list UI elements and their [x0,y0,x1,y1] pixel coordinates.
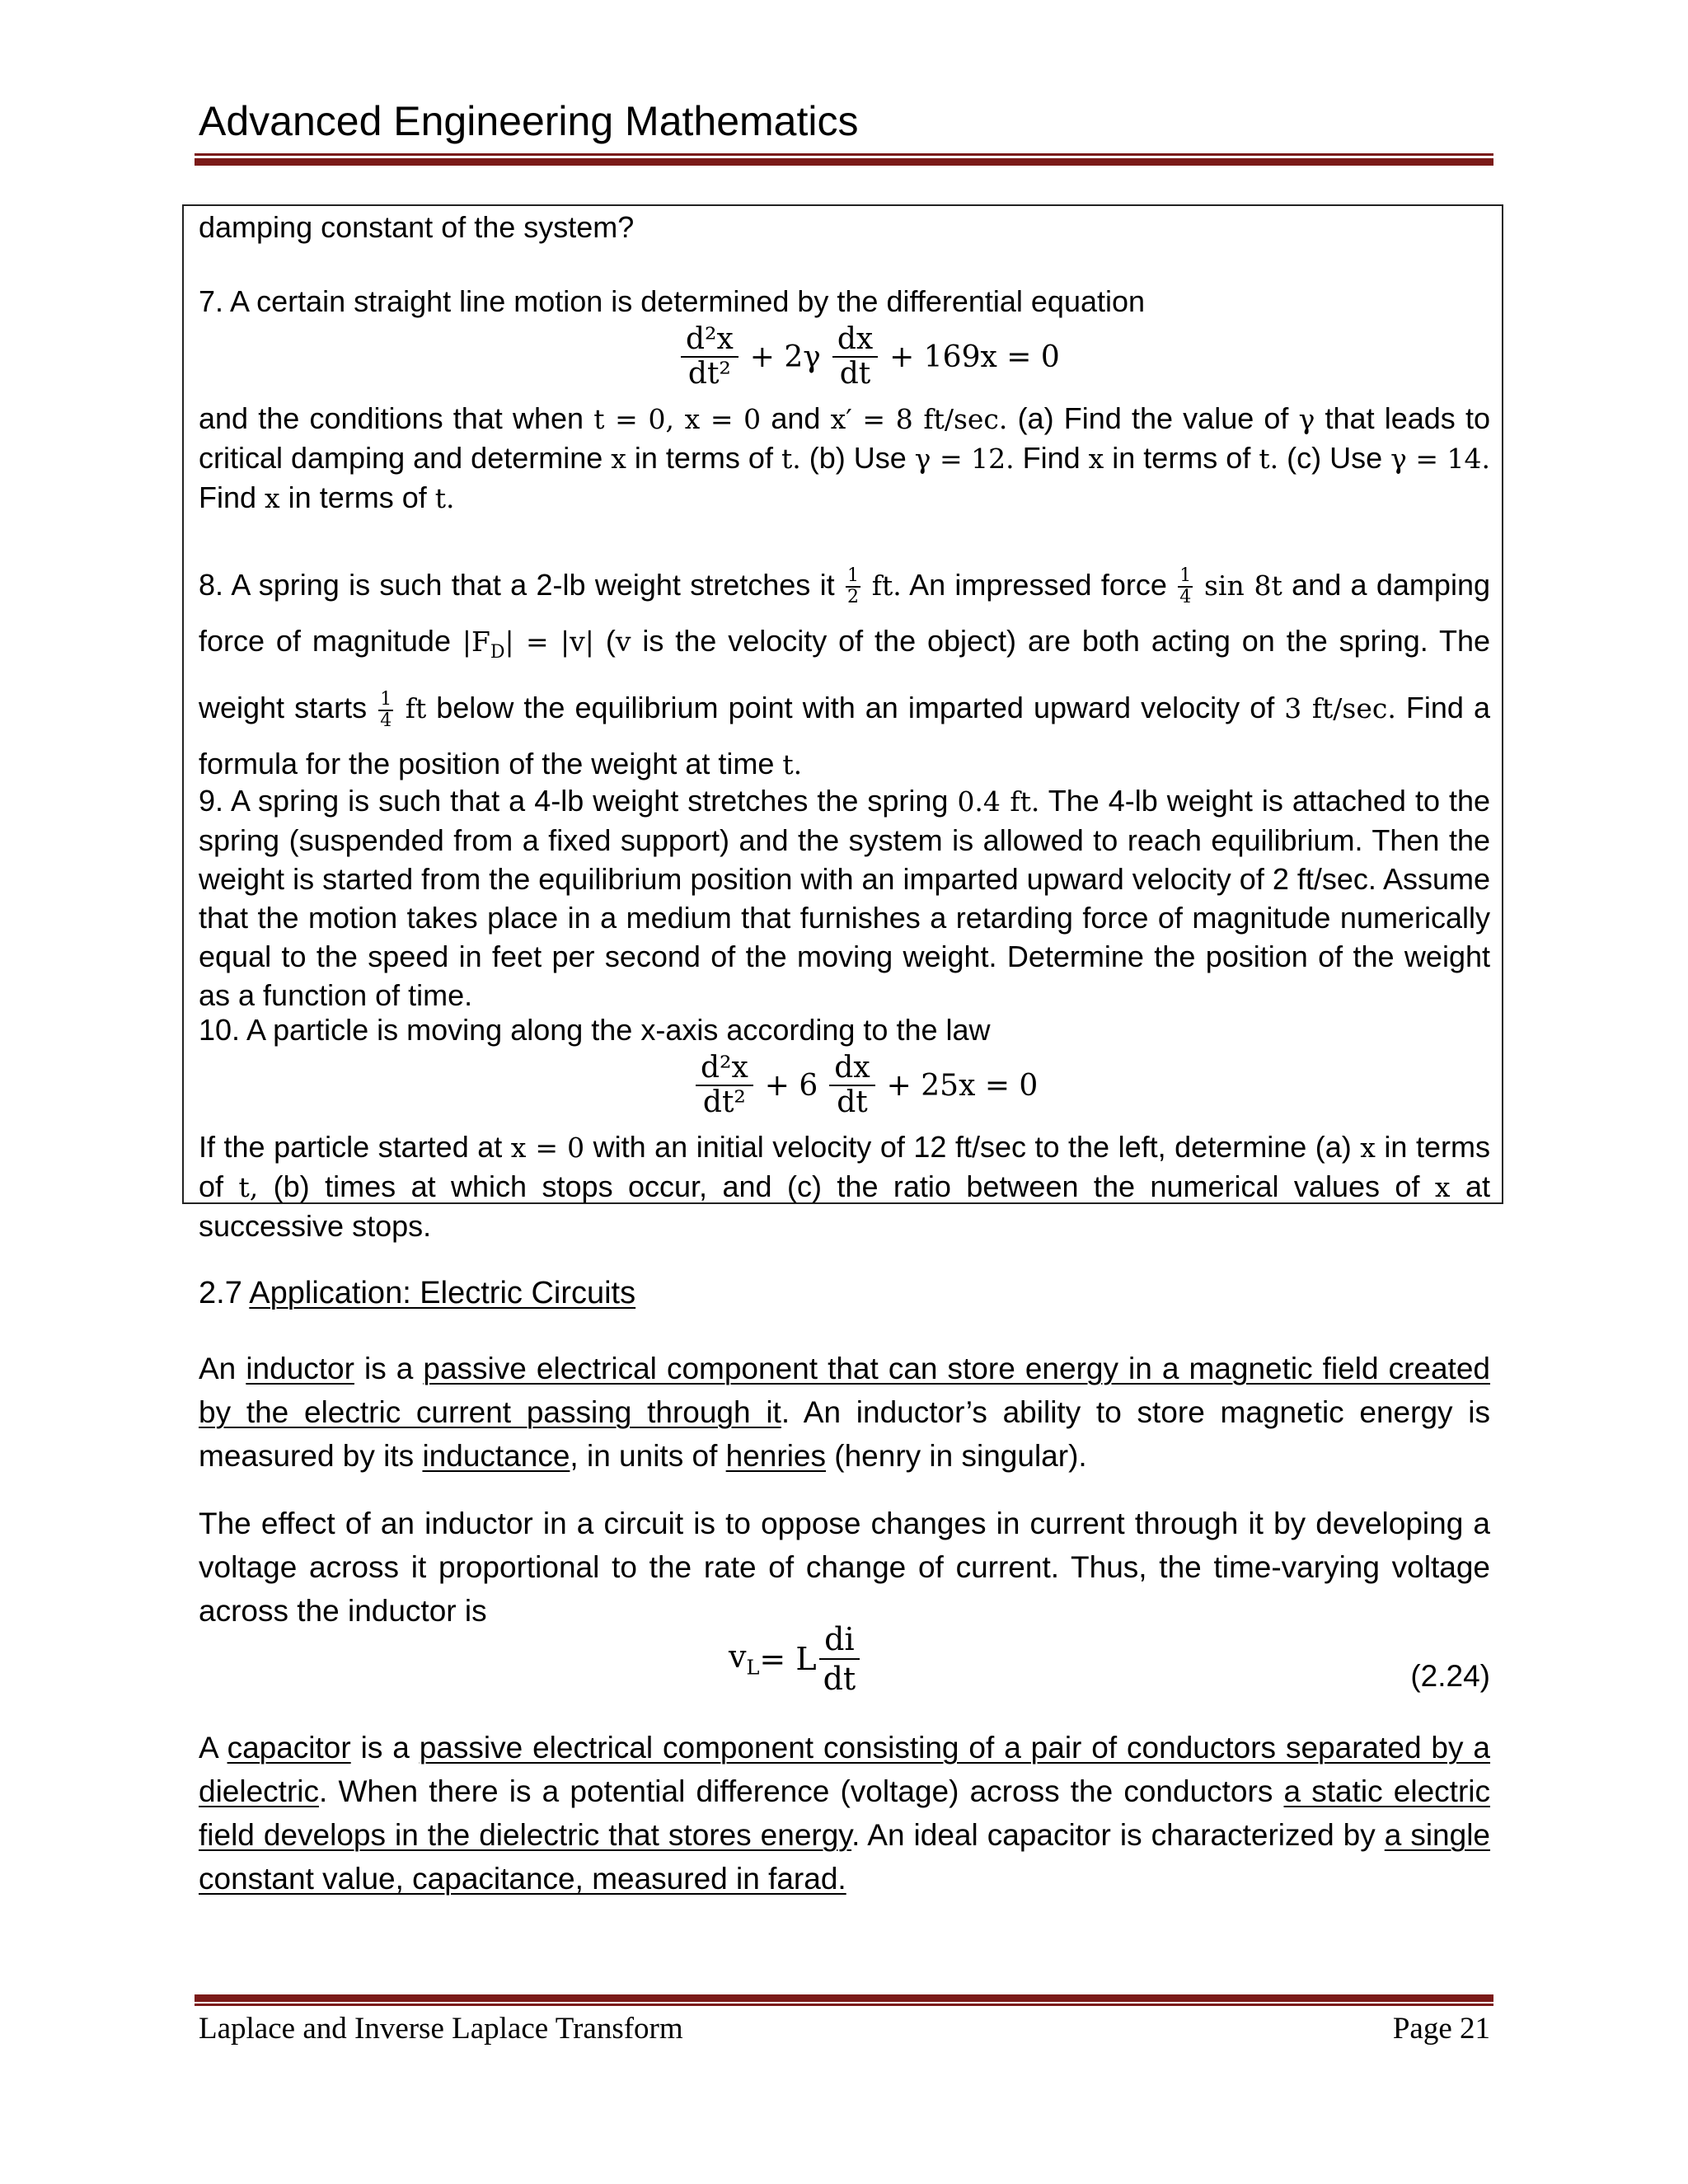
equation-2-24 [729,1620,865,1698]
exercise-10-body [199,1127,1490,1245]
ex10-m3: t, [238,1171,259,1203]
ex7-m8: t. [1259,443,1279,475]
ex8-frac-1-den: 2 [846,587,859,608]
ex7-t-e: in terms of [626,441,781,475]
ex7-m11: t. [434,482,455,514]
ex8-t-b: An impressed force [901,568,1177,602]
ex8-t-c: and a damping force of magnitude [199,568,1490,658]
header-rule-thick [195,158,1493,166]
eq7-rest: + 169x = 0 [889,340,1060,374]
cap-u4: a single constant value, capacitance, measured in farad. [199,1818,1491,1896]
ind-u3: inductance [422,1439,570,1473]
eq7-frac-2-num: dx [832,323,878,358]
footer-book-title: Laplace and Inverse Laplace Transform [199,2012,683,2046]
ex9-t-b: The 4-lb weight is attached to the spring (suspended from a fixed support) and the system is allowed to reach equilibrium. Then the weight is started from the equilibrium position with an imparted upward velocity of 2 ft/sec. Assume that the motion takes place in a medium that furnishes a retarding force of magnitude numerically equal to the speed in feet per second of the moving weight. Determine the position of the weight as a function of time. [199,784,1491,1012]
cap-t-c: . When there is a potential difference (voltage) across the conductors [319,1774,1284,1808]
ex7-m10: x [265,482,280,514]
ex7-t-a: and the conditions that when [199,401,594,435]
ex8-frac-3-den: 4 [380,710,392,731]
exercise-10-equation [691,1052,1044,1119]
exercise-8-body [199,557,1490,792]
section-title: Application: Electric Circuits [249,1276,636,1310]
eq224-frac-num: di [819,1620,859,1660]
eq224-frac [818,1620,861,1698]
ex8-frac-2 [1178,566,1193,607]
header-rule-thin [195,153,1493,156]
inductor-effect-paragraph: The effect of an inductor in a circuit is to oppose changes in current through it by developing a voltage across it proportional to the rate of change of current. Thus, the time-varying voltage across the inductor is [199,1507,1490,1628]
ex7-t-h: in terms of [1104,441,1259,475]
ex7-m7: x [1088,443,1104,475]
ex8-m6: 3 ft/sec. [1284,692,1396,725]
ex7-m4: x [611,443,626,475]
ex8-m3: |F [462,626,490,658]
eq10-frac-2 [829,1052,874,1119]
ind-u2: passive electrical component that can store energy in a magnetic field created by the electric current passing through it [199,1352,1490,1429]
ex10-t-a: If the particle started at [199,1130,511,1164]
eq224-lhs-sub: L [746,1656,760,1680]
eq10-frac-2-den: dt [837,1085,868,1119]
ex8-m1: ft. [861,569,902,602]
ex8-m5: ft [395,692,427,725]
ex7-t-f: (b) Use [800,441,915,475]
inductor-paragraph [199,1347,1490,1478]
cap-t-d: . An ideal capacitor is characterized by [851,1818,1385,1852]
eq224-frac-den: dt [823,1661,856,1697]
ex7-t-c: (a) Find the value of [1007,401,1299,435]
ex8-m2: sin 8t [1194,569,1282,602]
eq224-lhs-v: v [729,1638,747,1675]
eq224-mid: = L [759,1641,817,1677]
footer-rule-thick [195,1994,1493,2002]
eq10-frac-1-num: d²x [696,1052,753,1086]
ex8-t-f: below the equilibrium point with an imparted upward velocity of [426,691,1285,725]
ind-u1: inductor [246,1352,354,1385]
exercise-7-equation [676,323,1067,391]
eq10-frac-2-num: dx [829,1052,874,1086]
ex8-frac-3 [378,690,393,731]
ex10-m1: x = 0 [510,1132,585,1164]
ex7-t-i: (c) Use [1278,441,1391,475]
ind-t-d: , in units of [570,1439,726,1473]
ex8-frac-2-num: 1 [1179,565,1192,587]
cap-u2: passive electrical component consisting of a pair of conductors separated by a dielectric [199,1731,1491,1808]
ex9-m1: 0.4 ft. [957,785,1040,818]
ex8-m7: t. [782,748,803,781]
ex8-m3-sub: D [490,642,505,663]
eq7-frac-2-den: dt [839,357,871,391]
exercise-9-body [199,781,1490,1015]
ex8-t-e: is the velocity of the object) are both acting on the spring. The weight starts [199,624,1490,725]
ex7-m5: t. [781,443,801,475]
ex8-frac-2-den: 4 [1179,587,1192,608]
ex9-t-a: 9. A spring is such that a 4-lb weight stretches the spring [199,784,958,818]
ex8-frac-1 [846,566,860,607]
cap-t-b: is a [350,1731,420,1765]
ind-t-c: . An inductor’s ability to store magnetic energy is measured by its [199,1395,1490,1473]
cap-t-a: A [199,1731,227,1765]
ex10-t-d: (b) times at which stops occur, and (c) the ratio between the numerical values of [258,1169,1435,1203]
equation-number: (2.24) [1410,1659,1490,1693]
ind-t-e: (henry in singular). [826,1439,1087,1473]
cap-u3: a static electric field develops in the dielectric that stores energy [199,1774,1490,1852]
footer-rule-thin [195,2004,1493,2006]
ex7-m9: γ = 14. [1390,443,1490,475]
eq10-op-1: + 6 [764,1068,818,1103]
eq7-frac-1-num: d²x [681,323,738,358]
ex7-m1: t = 0, x = 0 [593,403,762,435]
eq7-frac-1-den: dt² [687,357,731,391]
ex8-m3b: | = |v| [504,626,594,658]
ex8-frac-1-num: 1 [846,565,859,587]
ind-u4: henries [725,1439,826,1473]
ex10-m2: x [1360,1132,1376,1164]
section-number: 2.7 [199,1276,250,1310]
ex7-t-g: Find [1014,441,1089,475]
eq10-frac-1-den: dt² [702,1085,746,1119]
ind-t-b: is a [354,1352,424,1385]
eq7-op-1: + 2γ [749,340,821,374]
ex7-t-d: that leads to critical damping and determine [199,401,1491,475]
exercise-7-body [199,399,1490,518]
running-header-title: Advanced Engineering Mathematics [199,98,859,144]
ex8-t-g: Find a formula for the position of the weight at time [199,691,1491,781]
ex8-frac-3-num: 1 [380,688,392,710]
exercise-10-intro: 10. A particle is moving along the x-axis according to the law [199,1013,991,1047]
ex10-t-b: with an initial velocity of 12 ft/sec to the left, determine (a) [584,1130,1361,1164]
eq10-frac-1 [696,1052,753,1119]
ex8-t-a: 8. A spring is such that a 2-lb weight stretches it [199,568,844,602]
eq7-frac-1 [681,323,738,391]
ex7-t-k: in terms of [279,480,435,514]
exercise-7-intro: 7. A certain straight line motion is determined by the differential equation [199,284,1146,318]
eq224-lhs [729,1638,759,1680]
ex7-t-b: and [761,401,831,435]
ex7-m2: x′ = 8 ft/sec. [830,403,1008,435]
ind-t-a: An [199,1352,246,1385]
eq10-rest: + 25x = 0 [886,1068,1039,1103]
ex7-m3: γ [1298,403,1315,435]
ex10-t-e: at successive stops. [199,1169,1490,1243]
footer-page-number: Page 21 [1392,2012,1490,2046]
ex7-m6: γ = 12. [914,443,1015,475]
capacitor-paragraph [199,1726,1490,1900]
section-heading [199,1276,635,1311]
ex10-t-c: in terms of [199,1130,1490,1203]
ex8-m4: v [615,626,631,658]
ex10-m4: x [1434,1171,1451,1203]
cap-u1: capacitor [227,1731,351,1765]
ex7-t-j: Find [199,480,265,514]
eq7-frac-2 [832,323,878,391]
ex8-t-d: ( [593,624,616,658]
continued-text: damping constant of the system? [199,210,635,244]
